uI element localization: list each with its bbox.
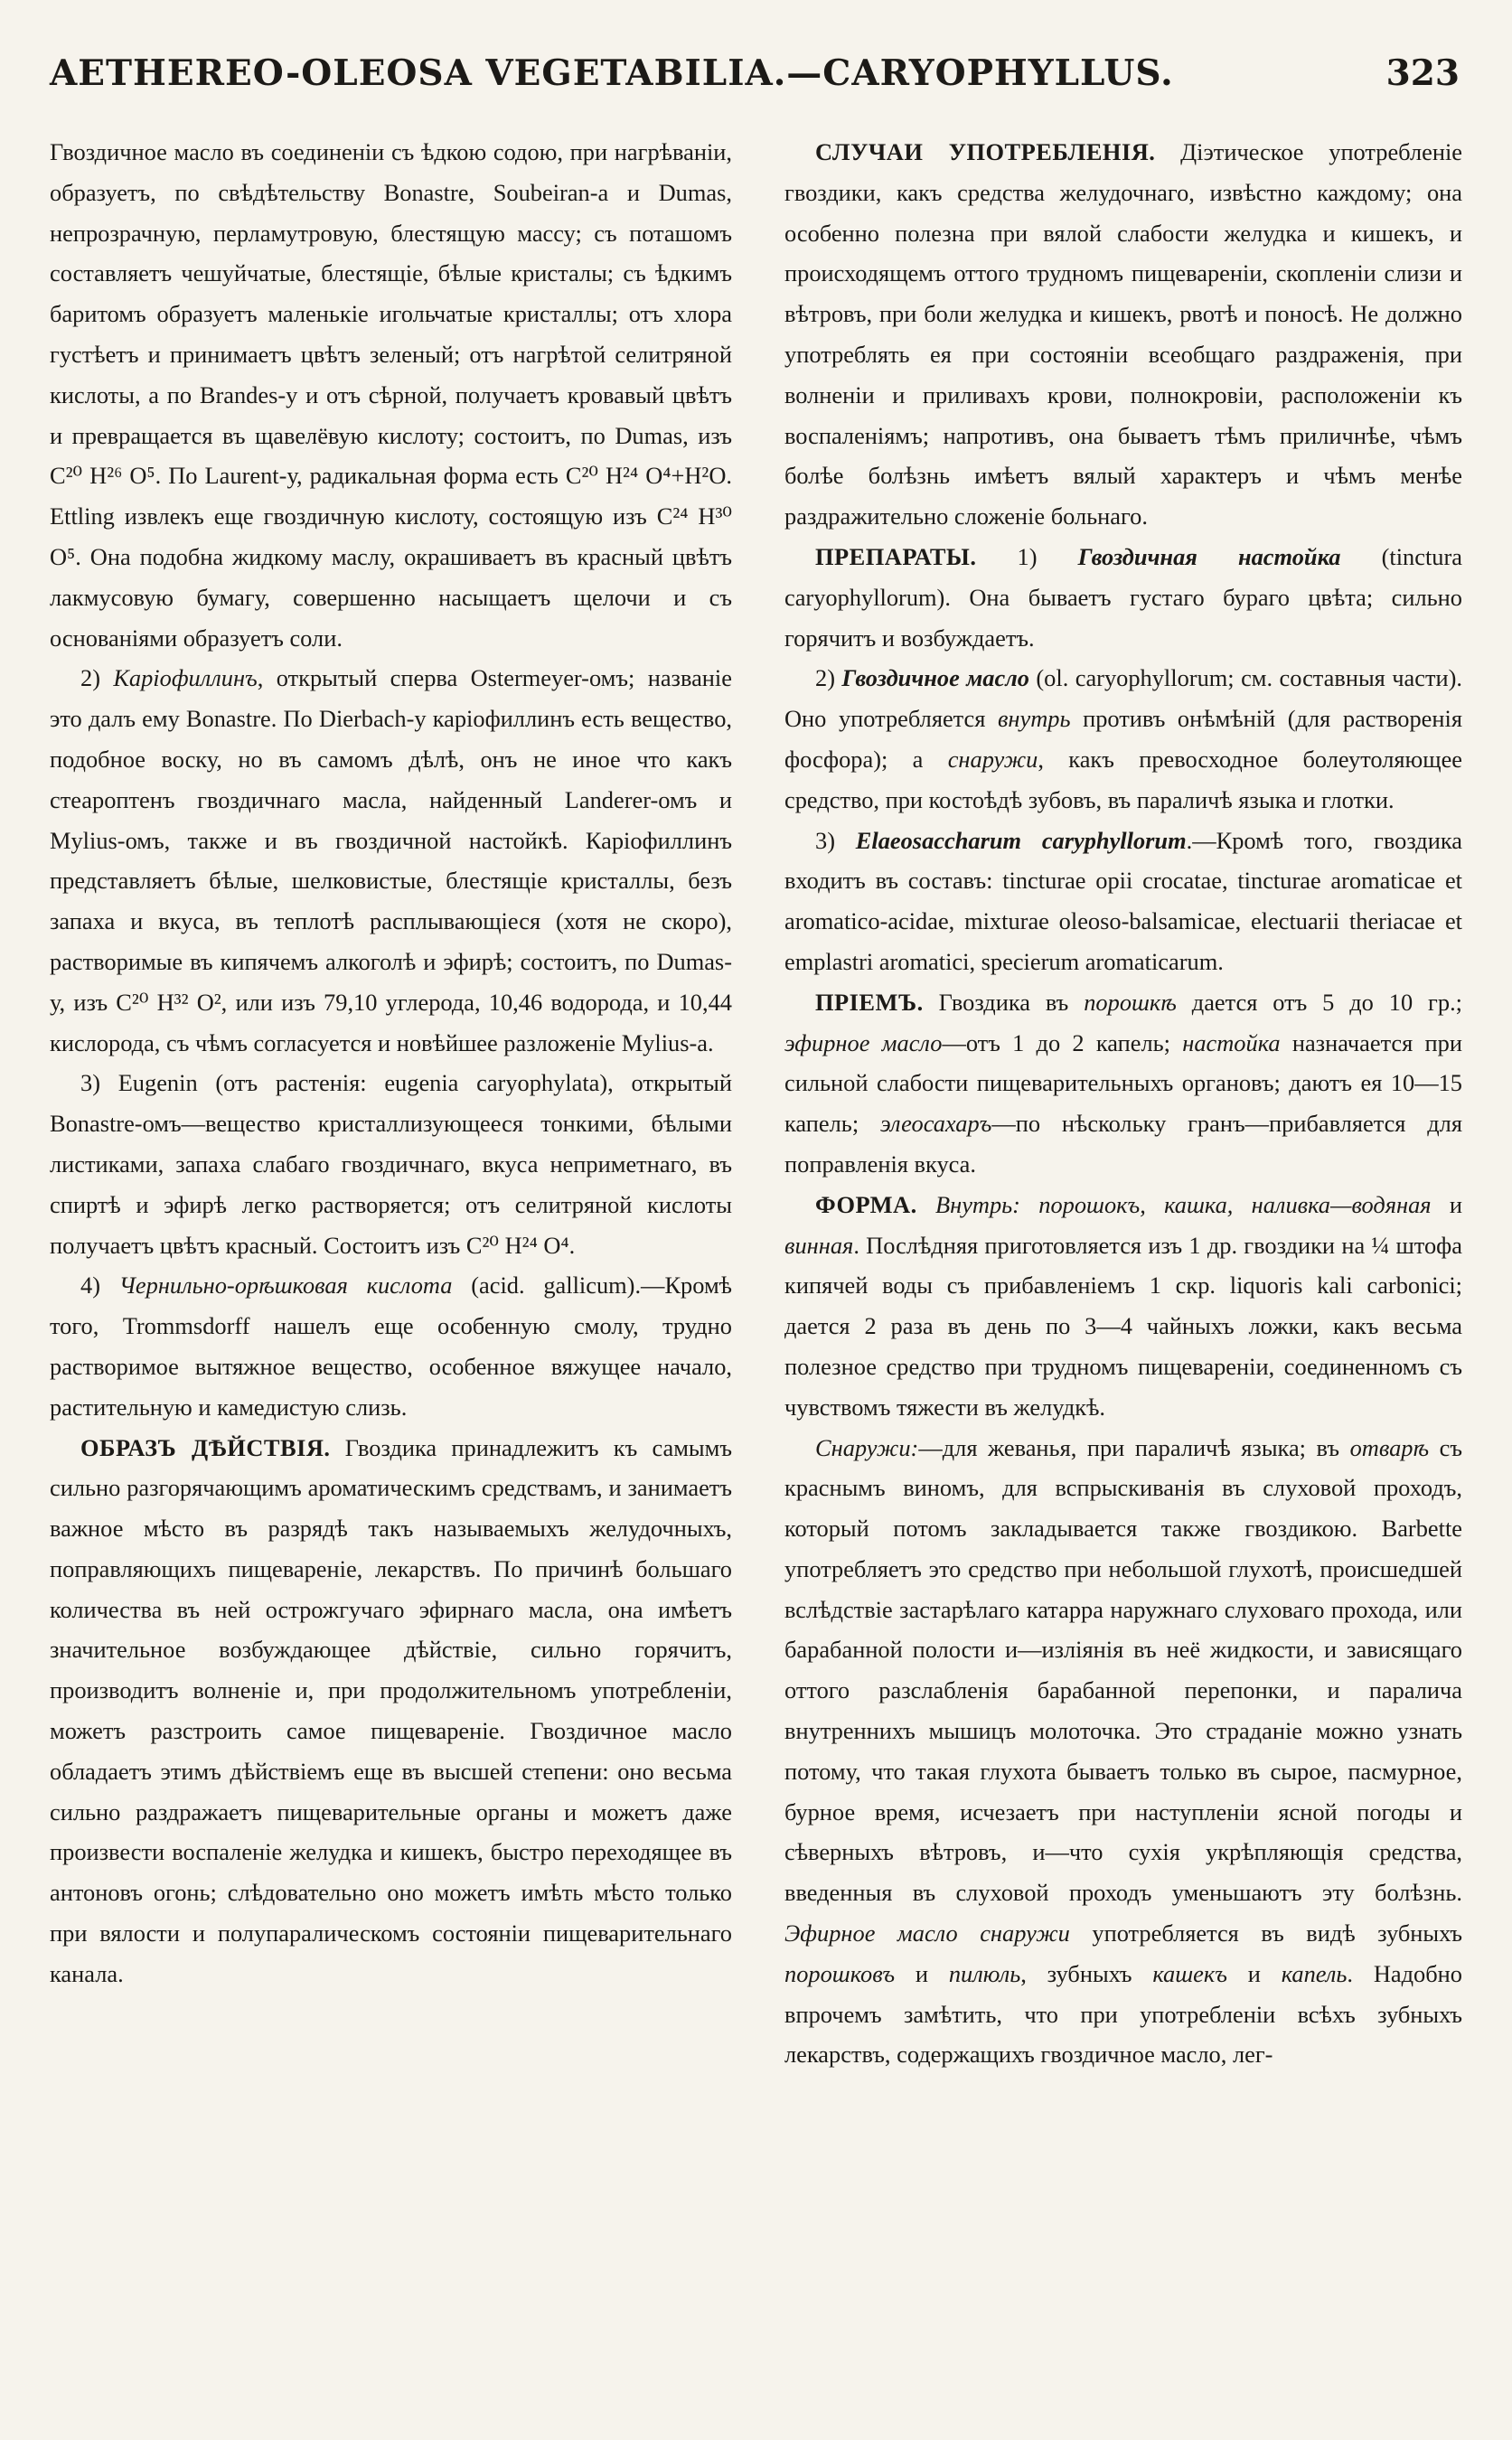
paragraph-text: —отъ 1 до 2 капель; xyxy=(942,1028,1183,1056)
paragraph-dosage xyxy=(784,982,1462,1185)
paragraph-gallic-acid xyxy=(50,1265,732,1427)
paragraph-text: —по нѣскольку гранъ—прибавляется для поправленія вкуса. xyxy=(784,1110,1462,1178)
paragraph-text: (ol. caryophyllorum; см. составныя части). Оно употребляется xyxy=(784,664,1462,733)
running-head xyxy=(50,52,1460,107)
paragraph-text: съ краснымъ виномъ, для вспрыскиванія въ слуховой проходъ, который потомъ закладывается также гвоздикою. Barbette употребляетъ это средство при небольшой глухотѣ, происшедшей вслѣдствіе застарѣлаго катарра наружнаго слуховаго прохода, или барабанной полости и—изліянія въ неё жидкости, и зависящаго оттого разслабленія барабанной перепонки, и паралича внутреннихъ мышицъ молоточка. Это страданіе можно узнать потому, что такая глухота бываетъ только въ сырое, пасмурное, бурное время, исчезаетъ при наступленіи ясной погоды и сѣверныхъ вѣтровъ, и—что сухія укрѣпляющія средства, введенныя въ слуховой проходъ уменьшаютъ эту болѣзнь. xyxy=(784,1433,1462,1907)
section-heading-dosage: ПРІЕМЪ. xyxy=(815,988,924,1016)
paragraph-form xyxy=(784,1185,1462,1428)
paragraph-uses xyxy=(784,132,1462,537)
paragraph-eugenin xyxy=(50,1063,732,1265)
paragraph-text: противъ онѣмѣній (для растворенія фосфора); а xyxy=(784,705,1462,773)
term-forms: Внутрь: порошокъ, кашка, наливка—водяная xyxy=(916,1190,1432,1218)
section-heading-action: ОБРАЗЪ ДѢЙСТВІЯ. xyxy=(80,1433,331,1461)
paragraph-text: дается отъ 5 до 10 гр.; xyxy=(1176,988,1462,1016)
term-clove-oil: Гвоздичное масло xyxy=(841,664,1029,692)
paragraph-text: и xyxy=(1431,1190,1462,1218)
section-heading-preparations: ПРЕПАРАТЫ. xyxy=(815,542,977,570)
term-wine: винная xyxy=(784,1231,854,1259)
paragraph-text: Гвоздика въ xyxy=(923,988,1085,1016)
paragraph-text: .—Кромѣ того, гвоздика входитъ въ составъ: tincturae opii crocatae, tincturae aromaticae et aromatico-acidae, mixturae oleoso-balsamicae, electuarii theriacae et emplastri aromatici, specierum aromaticarum. xyxy=(784,826,1462,975)
paragraph-text: употребляется въ видѣ зубныхъ xyxy=(1069,1919,1462,1947)
section-heading-form: ФОРМА. xyxy=(815,1190,917,1218)
item-number: 3) xyxy=(815,826,835,854)
right-column xyxy=(784,132,1462,2409)
term-outside: Снаружи: xyxy=(815,1433,919,1461)
item-number: 2) xyxy=(80,664,100,692)
paragraph-text: —для жеванья, при параличѣ языка; въ xyxy=(918,1433,1350,1461)
paragraph-text: , зубныхъ xyxy=(1020,1959,1153,1987)
paragraph-text: . Послѣдняя приготовляется изъ 1 др. гвоздики на ¼ штофа кипячей воды съ прибавленіемъ 1 скр. liquoris kali carbonici; дается 2 раза въ день по 3—4 чайныхъ ложки, какъ весьма полезное средство при трудномъ пищевареніи, соединенномъ съ чувствомъ тяжести въ желудкѣ. xyxy=(784,1231,1462,1421)
paragraph-text: , какъ превосходное болеутоляющее средство, при костоѣдѣ зубовъ, въ параличѣ языка и глотки. xyxy=(784,745,1462,813)
paragraph-text: Eugenin (отъ растенія: eugenia caryophylata), открытый Bonastre-омъ—вещество кристаллизующееся тонкими, бѣлыми листиками, запаха слабаго гвоздичнаго, вкуса неприметнаго, въ спиртѣ и эфирѣ легко растворяется; отъ селитряной кислоты получаетъ цвѣтъ красный. Состоитъ изъ C²⁰ H²⁴ O⁴. xyxy=(50,1069,732,1259)
paragraph-text: . Надобно впрочемъ замѣтить, что при употребленіи всѣхъ зубныхъ лекарствъ, содержащихъ гвоздичное масло, лег- xyxy=(784,1959,1462,2069)
item-number: 3) xyxy=(80,1069,100,1097)
paragraph-preparations xyxy=(784,537,1462,658)
paragraph-text: , открытый сперва Ostermeyer-омъ; названіе это далъ ему Bonastre. По Dierbach-у каріофиллинъ есть вещество, подобное воску, но въ самомъ дѣлѣ, онъ не иное что какъ стеароптенъ гвоздичнаго масла, найденный Landerer-омъ и Mylius-омъ, также и въ гвоздичной настойкѣ. Каріофиллинъ представляетъ бѣлые, шелковистые, блестящіе кристаллы, безъ запаха и вкуса, въ теплотѣ расплывающіеся (хотя не скоро), растворимые въ кипячемъ алкоголѣ и эфирѣ; состоитъ, по Dumas-у, изъ C²⁰ H³² O², или изъ 79,10 углерода, 10,46 водорода, и 10,44 кислорода, съ чѣмъ согласуется и новѣйшее разложеніе Mylius-a. xyxy=(50,664,732,1056)
paragraph-text: и xyxy=(1226,1959,1282,1987)
term-outside: снаружи xyxy=(947,745,1038,773)
term-decoction: отварѣ xyxy=(1349,1433,1430,1461)
paragraph-text: Діэтическое употребленіе гвоздики, какъ средства желудочнаго, извѣстно каждому; она особенно полезна при вялой слабости желудка и кишекъ, и происходящемъ оттого трудномъ пищевареніи, скопленіи слизи и вѣтровъ, при боли желудка и кишекъ, рвотѣ и поноcѣ. Не должно употреблять ея при состояніи всеобщаго раздраженія, при волненіи и приливахъ крови, полнокровіи, расположеніи къ воспаленіямъ; напротивъ, она бываетъ тѣмъ приличнѣе, чѣмъ болѣе болѣзнь имѣетъ вялый характеръ и чѣмъ менѣе раздражительно сложеніе больнаго. xyxy=(784,138,1462,530)
term-powder: порошкѣ xyxy=(1084,988,1177,1016)
paragraph-elaeosaccharum xyxy=(784,821,1462,982)
term-elaeosaccharum: элеосахаръ xyxy=(880,1110,992,1138)
paragraph-text: (acid. gallicum).—Кромѣ того, Trommsdorff нашелъ еще особенную смолу, трудно растворимое вытяжное вещество, особенное вяжущее начало, растительную и камедистую слизь. xyxy=(50,1272,732,1421)
left-column xyxy=(50,132,732,2409)
item-number: 4) xyxy=(80,1272,100,1300)
paragraph-caryophyllin xyxy=(50,658,732,1063)
paragraph-mode-of-action xyxy=(50,1428,732,1994)
term-tincture: Гвоздичная настойка xyxy=(1037,542,1341,570)
term-pills: пилюль xyxy=(948,1959,1021,1987)
term-drops: капель xyxy=(1281,1959,1348,1987)
term-tincture: настойка xyxy=(1182,1028,1281,1056)
paragraph-text: Гвоздика принадлежитъ къ самымъ сильно разгорячающимъ ароматическимъ средствамъ, и занимаетъ важное мѣсто въ разрядѣ такъ называемыхъ желудочныхъ, поправляющихъ пищевареніе, лекарствъ. По причинѣ большаго количества въ ней острожгучаго эфирнаго масла, она имѣетъ значительное возбуждающее дѣйствіе, сильно горячитъ, производитъ волненіе и, при продолжительномъ употребленіи, можетъ разстроить самое пищевареніе. Гвоздичное масло обладаетъ этимъ дѣйствіемъ еще въ высшей степени: оно весьма сильно раздражаетъ пищеварительные органы и можетъ даже произвести воспаленіе желудка и кишекъ, быстро переходящее въ антоновъ огонь; слѣдовательно оно можетъ имѣть мѣсто только при вялости и полупаралическомъ состояніи пищеварительнаго канала. xyxy=(50,1433,732,1987)
term-gallic-acid: Чернильно-орѣшковая кислота xyxy=(118,1272,453,1300)
paragraph-text: назначается при сильной слабости пищеварительныхъ органовъ; даютъ ея 10—15 капель; xyxy=(784,1028,1462,1138)
term-pastes: кашекъ xyxy=(1152,1959,1227,1987)
item-number: 1) xyxy=(976,542,1038,570)
term-elaeosaccharum: Elaeosaccharum caryphyllorum xyxy=(855,826,1187,854)
paragraph-external-use xyxy=(784,1428,1462,2076)
term-ether-oil: эфирное масло xyxy=(784,1028,943,1056)
term-caryophyllin: Каріофиллинъ xyxy=(113,664,258,692)
paragraph-text: и xyxy=(895,1959,949,1987)
paragraph-text: (tinctura caryophyllorum). Она бываетъ густаго бураго цвѣта; сильно горячитъ и возбуждаетъ. xyxy=(784,542,1462,652)
page-number: 323 xyxy=(1385,52,1460,94)
term-inside: внутрь xyxy=(997,705,1071,733)
term-powders: порошковъ xyxy=(784,1959,896,1987)
item-number: 2) xyxy=(815,664,835,692)
term-ether-oil-outside: Эфирное масло снаружи xyxy=(784,1919,1070,1947)
paragraph-soda-reaction: Гвоздичное масло въ соединеніи съ ѣдкою содою, при нагрѣваніи, образуетъ, по свѣдѣтельству Bonastre, Soubeiran-а и Dumas, непрозрачную, перламутровую, блестящую массу; съ поташомъ составляетъ чешуйчатые, блестящіе, бѣлые кристалы; съ ѣдкимъ баритомъ образуетъ маленькіе игольчатые кристаллы; отъ хлора густѣетъ и принимаетъ цвѣтъ зеленый; отъ нагрѣтой селитряной кислоты, а по Brandes-у и отъ сѣрной, получаетъ кровавый цвѣтъ и превращается въ щавелёвую кислоту; состоитъ, по Dumas, изъ C²⁰ H²⁶ O⁵. По Laurent-у, радикальная формa есть C²⁰ H²⁴ O⁴+H²O. Ettling извлекъ еще гвоздичную кислоту, состоящую изъ C²⁴ H³⁰ O⁵. Она подобна жидкому маслу, окрашиваетъ въ красный цвѣтъ лакмусовую бумагу, совершенно насыщаетъ щелочи и съ основаніями образуетъ соли. xyxy=(50,138,732,652)
paragraph-clove-oil xyxy=(784,658,1462,820)
section-heading-uses: СЛУЧАИ УПОТРЕБЛЕНІЯ. xyxy=(815,138,1156,165)
running-title: AETHEREO-OLEOSA VEGETABILIA.—CARYOPHYLLUS. xyxy=(50,52,1174,94)
